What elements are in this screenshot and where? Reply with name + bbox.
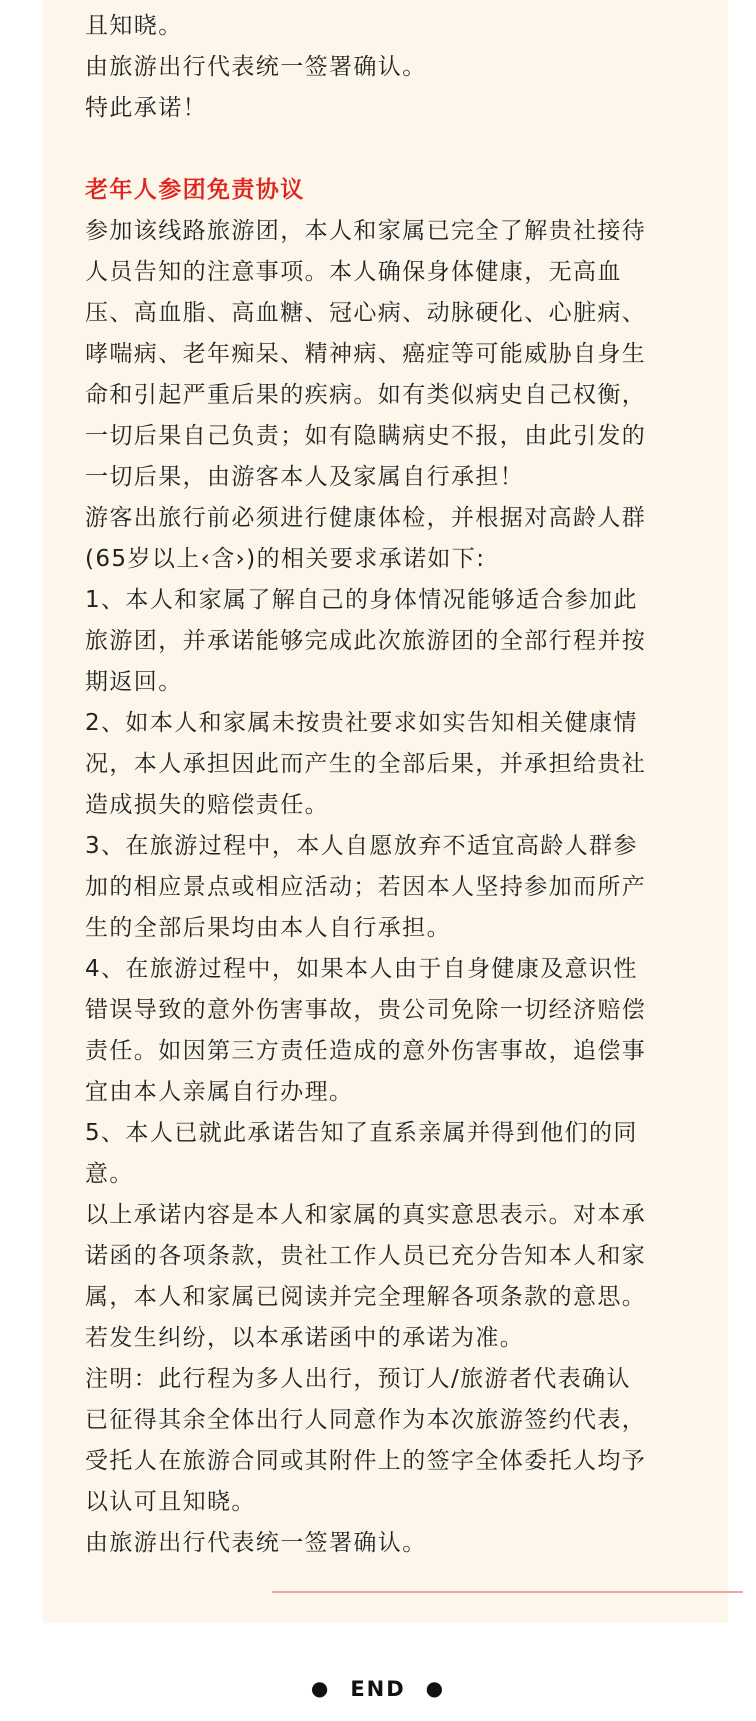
text-line: 旅游团，并承诺能够完成此次旅游团的全部行程并按 xyxy=(85,628,647,654)
text-line: 3、在旅游过程中，本人自愿放弃不适宜高龄人群参 xyxy=(85,833,638,859)
text-line: 1、本人和家属了解自己的身体情况能够适合参加此 xyxy=(85,587,638,613)
text-line: 游客出旅行前必须进行健康体检，并根据对高龄人群 xyxy=(85,505,647,531)
text-line: 以认可且知晓。 xyxy=(85,1489,256,1515)
text-line: 生的全部后果均由本人自行承担。 xyxy=(85,915,451,941)
document-body xyxy=(85,6,687,1564)
text-line: 期返回。 xyxy=(85,669,183,695)
text-line: 意。 xyxy=(85,1161,134,1187)
text-line: 2、如本人和家属未按贵社要求如实告知相关健康情 xyxy=(85,710,638,736)
text-line: 宜由本人亲属自行办理。 xyxy=(85,1079,354,1105)
text-line: 责任。如因第三方责任造成的意外伤害事故，追偿事 xyxy=(85,1038,647,1064)
text-line: 以上承诺内容是本人和家属的真实意思表示。对本承 xyxy=(85,1202,647,1228)
end-marker xyxy=(0,1676,756,1701)
text-line: 若发生纠纷，以本承诺函中的承诺为准。 xyxy=(85,1325,525,1351)
text-line: 已征得其余全体出行人同意作为本次旅游签约代表， xyxy=(85,1407,647,1433)
text-line: 加的相应景点或相应活动；若因本人坚持参加而所产 xyxy=(85,874,647,900)
text-line: 诺函的各项条款，贵社工作人员已充分告知本人和家 xyxy=(85,1243,647,1269)
text-line: 错误导致的意外伤害事故，贵公司免除一切经济赔偿 xyxy=(85,997,647,1023)
text-line: 受托人在旅游合同或其附件上的签字全体委托人均予 xyxy=(85,1448,647,1474)
section-heading: 老年人参团免责协议 xyxy=(85,177,305,203)
text-line: 况，本人承担因此而产生的全部后果，并承担给贵社 xyxy=(85,751,647,777)
bullet-dot-icon: ● xyxy=(310,1676,331,1700)
text-line: 压、高血脂、高血糖、冠心病、动脉硬化、心脏病、 xyxy=(85,300,647,326)
text-line: 人员告知的注意事项。本人确保身体健康，无高血 xyxy=(85,259,622,285)
text-line: 4、在旅游过程中，如果本人由于自身健康及意识性 xyxy=(85,956,638,982)
divider-line xyxy=(272,1591,743,1593)
paragraph-gap xyxy=(85,129,687,170)
text-line: 且知晓。 xyxy=(85,13,183,39)
text-line: 一切后果，由游客本人及家属自行承担！ xyxy=(85,464,525,490)
text-line: 命和引起严重后果的疾病。如有类似病史自己权衡， xyxy=(85,382,647,408)
text-line: 哮喘病、老年痴呆、精神病、癌症等可能威胁自身生 xyxy=(85,341,647,367)
text-line: (65岁以上‹含›)的相关要求承诺如下: xyxy=(85,546,486,572)
text-line: 特此承诺！ xyxy=(85,95,207,121)
text-line: 一切后果自己负责；如有隐瞒病史不报，由此引发的 xyxy=(85,423,647,449)
end-label: END xyxy=(350,1677,406,1701)
text-line: 由旅游出行代表统一签署确认。 xyxy=(85,1530,427,1556)
text-line: 注明：此行程为多人出行，预订人/旅游者代表确认 xyxy=(85,1366,631,1392)
text-line: 参加该线路旅游团，本人和家属已完全了解贵社接待 xyxy=(85,218,647,244)
text-line: 属，本人和家属已阅读并完全理解各项条款的意思。 xyxy=(85,1284,647,1310)
text-line: 5、本人已就此承诺告知了直系亲属并得到他们的同 xyxy=(85,1120,638,1146)
bullet-dot-icon: ● xyxy=(425,1676,446,1700)
text-line: 造成损失的赔偿责任。 xyxy=(85,792,329,818)
text-line: 由旅游出行代表统一签署确认。 xyxy=(85,54,427,80)
